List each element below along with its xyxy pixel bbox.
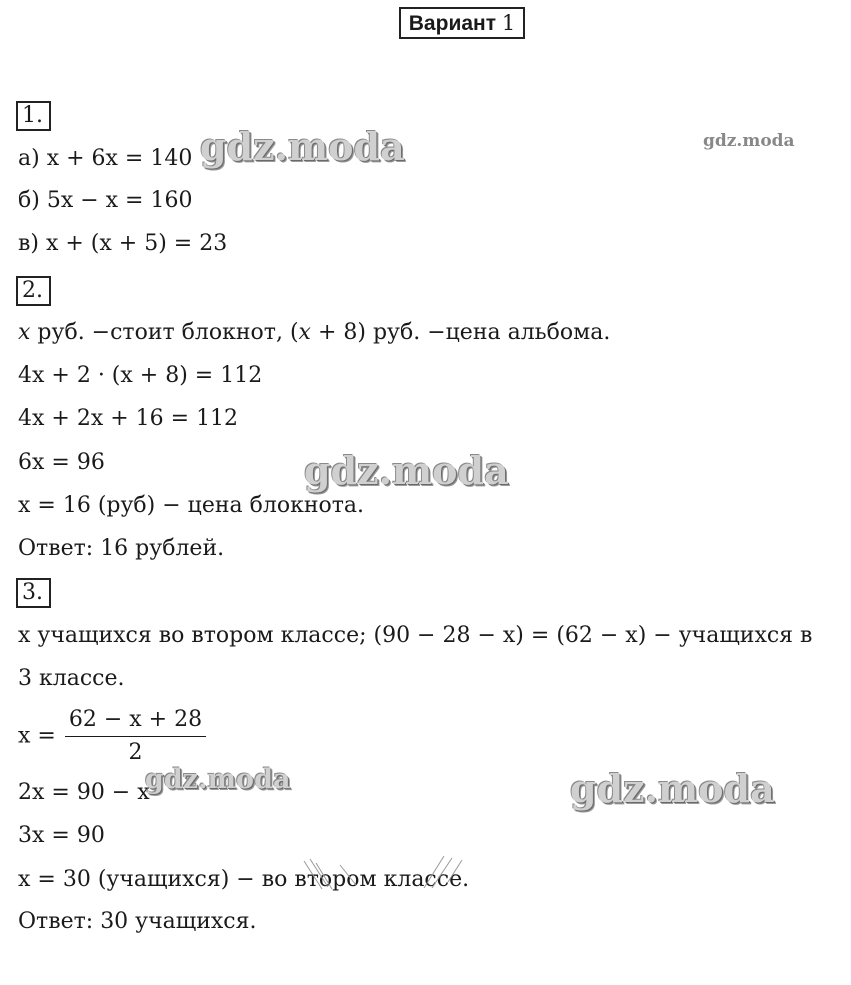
task-2-intro-part2: + 8) руб. −цена альбома. [310,320,611,345]
task-3-eq1: 2x = 90 − x [18,780,150,805]
task-1-c [18,230,227,258]
task-1-a [18,145,192,173]
fraction-numerator: 62 − x + 28 [65,706,206,737]
fraction [65,706,206,767]
watermark: gdz.moda [145,764,291,795]
variant-number: 1 [501,11,516,35]
task-2-eq4: x = 16 (руб) − цена блокнота. [18,493,365,518]
task-1-a-expr: x + 6x = 140 [46,146,193,171]
task-3-eq2: 3x = 90 [18,823,105,848]
task-3-intro-line1: x учащихся во втором классе; (90 − 28 − x) = (62 − x) − учащихся в [18,623,813,648]
task-3-fraction-equation [18,706,206,767]
watermark: gdz.moda [570,766,775,811]
watermark: gdz.moda [703,131,795,151]
task-2-eq2: 4x + 2x + 16 = 112 [18,406,239,431]
task-3-intro-line2: 3 классе. [18,666,125,691]
task-1-a-label: а) [18,146,40,171]
task-2-number: 2. [16,276,51,306]
task-2-eq3: 6x = 96 [18,450,105,475]
watermark-scribble [300,855,360,893]
task-1-c-expr: x + (x + 5) = 23 [45,231,228,256]
task-3-frac-lhs: x = [18,723,56,749]
task-2-intro-part1: руб. −стоит блокнот, ( [30,320,299,345]
variant-label: Вариант [408,12,496,35]
task-1-number: 1. [16,101,51,131]
task-2-eq1: 4x + 2 · (x + 8) = 112 [18,363,263,388]
watermark: gdz.moda [200,124,405,169]
task-1-b [18,187,192,215]
task-2-var-x: x [18,320,31,345]
task-1-b-expr: 5x − x = 160 [46,188,193,213]
task-2-intro [18,319,610,347]
task-3-eq3: x = 30 (учащихся) − во втором классе. [18,867,470,892]
task-1-c-label: в) [18,231,39,256]
task-3-number: 3. [16,578,51,608]
variant-title [399,7,525,39]
watermark: gdz.moda [304,448,509,493]
task-3-answer: Ответ: 30 учащихся. [18,909,257,934]
fraction-denominator: 2 [128,740,143,765]
task-2-var-x-2: x [298,320,311,345]
task-2-answer: Ответ: 16 рублей. [18,536,225,561]
task-1-b-label: б) [18,188,40,213]
watermark-scribble [418,852,466,892]
